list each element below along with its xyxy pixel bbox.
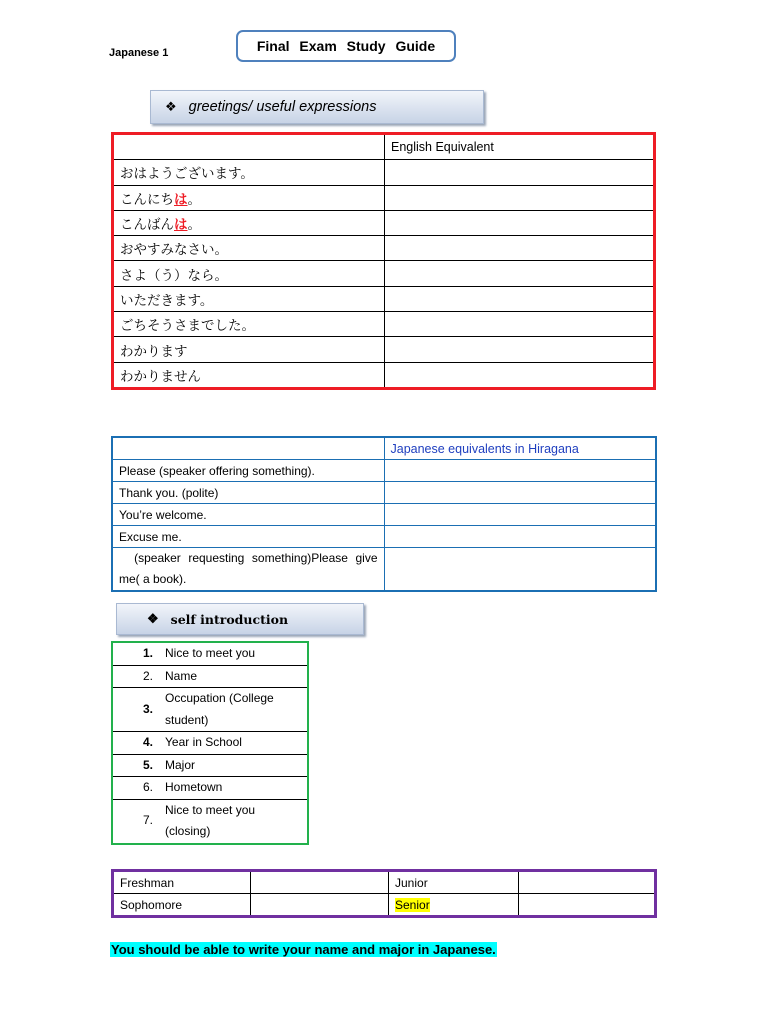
japanese-expression [113, 312, 385, 337]
answer-cell [384, 460, 656, 482]
table-row [113, 261, 655, 286]
answer-cell [384, 504, 656, 526]
item-number: 2. [112, 665, 163, 688]
table-row [113, 160, 655, 185]
expression-text: わかりません [120, 368, 201, 385]
table-header-row [112, 437, 656, 460]
japanese-expression [113, 160, 385, 185]
english-expression: You’re welcome. [112, 504, 384, 526]
item-label: Nice to meet you (closing) [165, 802, 256, 838]
answer-cell [385, 160, 655, 185]
item-number: 6. [112, 777, 163, 800]
course-label: Japanese 1 [109, 47, 169, 59]
answer-cell [385, 286, 655, 311]
item-number: 5. [112, 754, 163, 777]
table-row [112, 482, 656, 504]
list-item [112, 665, 308, 688]
table-row [113, 894, 656, 917]
table-row [112, 504, 656, 526]
expression-text: わかります [120, 343, 188, 360]
answer-cell [385, 210, 655, 235]
answer-cell [384, 482, 656, 504]
answer-cell [384, 548, 656, 592]
table-cell [113, 134, 385, 160]
expression-text: ごちそうさまでした。 [120, 318, 255, 335]
expression-text: おはようございます。 [120, 166, 254, 183]
list-item [112, 799, 308, 844]
item-label: Year in School [163, 732, 308, 755]
item-label: Nice to meet you [163, 642, 308, 665]
item-number: 7. [142, 813, 153, 828]
japanese-expression [113, 210, 385, 235]
year-sophomore: Sophomore [113, 894, 251, 917]
table-row [113, 286, 655, 311]
japanese-expression [113, 337, 385, 362]
item-label: Occupation (College student) [163, 688, 308, 732]
expression-text: こんにち [120, 191, 174, 208]
expression-text-end: 。 [187, 217, 201, 234]
expression-text: さよ（う）なら。 [120, 267, 228, 284]
year-senior: Senior [395, 897, 430, 912]
japanese-expression [113, 261, 385, 286]
expressions-table [111, 436, 657, 592]
highlighted-note: You should be able to write your name and major in Japanese. [111, 942, 496, 957]
table-row [112, 526, 656, 548]
table-header-row [113, 134, 655, 160]
year-freshman: Freshman [113, 871, 251, 894]
japanese-expression [113, 236, 385, 261]
table-row [113, 362, 655, 388]
section-heading-self-introduction [116, 603, 364, 635]
table-row [113, 210, 655, 235]
table-row [113, 871, 656, 894]
item-label: Major [163, 754, 308, 777]
item-number: 1. [112, 642, 163, 665]
table-cell [112, 437, 384, 460]
section-heading-greetings [150, 90, 484, 124]
item-label: Hometown [163, 777, 308, 800]
answer-cell [385, 261, 655, 286]
answer-cell [385, 185, 655, 210]
list-item [112, 732, 308, 755]
english-expression: Thank you. (polite) [112, 482, 384, 504]
japanese-expression [113, 362, 385, 388]
particle-highlight: は [174, 191, 188, 208]
particle-highlight: は [174, 217, 188, 234]
table-cell [519, 894, 656, 917]
year-table [111, 869, 657, 918]
self-introduction-list [111, 641, 309, 845]
column-header: Japanese equivalents in Hiragana [384, 437, 656, 460]
year-senior-cell [389, 894, 519, 917]
section-heading-label: greetings/ useful expressions [188, 99, 377, 115]
list-item [112, 777, 308, 800]
expression-text: おやすみなさい。 [120, 242, 228, 259]
section-heading-label: self introduction [170, 611, 289, 627]
diamond-bullet-icon: ❖ [147, 611, 159, 627]
item-label: Name [163, 665, 308, 688]
japanese-expression [113, 185, 385, 210]
list-item [112, 688, 308, 732]
diamond-bullet-icon: ❖ [165, 99, 177, 114]
table-cell [251, 871, 389, 894]
greetings-table [111, 132, 656, 390]
table-row [113, 337, 655, 362]
column-header: English Equivalent [385, 134, 655, 160]
answer-cell [385, 236, 655, 261]
table-row [113, 312, 655, 337]
table-row [113, 185, 655, 210]
table-cell [251, 894, 389, 917]
answer-cell [384, 526, 656, 548]
answer-cell [385, 337, 655, 362]
english-expression: (speaker requesting something)Please give me( a book). [112, 548, 384, 592]
list-item [112, 642, 308, 665]
year-junior: Junior [389, 871, 519, 894]
expression-text-end: 。 [187, 191, 201, 208]
japanese-expression [113, 286, 385, 311]
table-row [112, 460, 656, 482]
answer-cell [385, 312, 655, 337]
item-number: 3. [112, 688, 163, 732]
list-item [112, 754, 308, 777]
english-expression: Please (speaker offering something). [112, 460, 384, 482]
item-number: 4. [112, 732, 163, 755]
expression-text: いただきます。 [120, 292, 214, 309]
table-cell [519, 871, 656, 894]
expression-text: こんばん [120, 217, 174, 234]
page-title: Final Exam Study Guide [236, 30, 456, 62]
answer-cell [385, 362, 655, 388]
table-row [112, 548, 656, 592]
english-expression: Excuse me. [112, 526, 384, 548]
table-row [113, 236, 655, 261]
